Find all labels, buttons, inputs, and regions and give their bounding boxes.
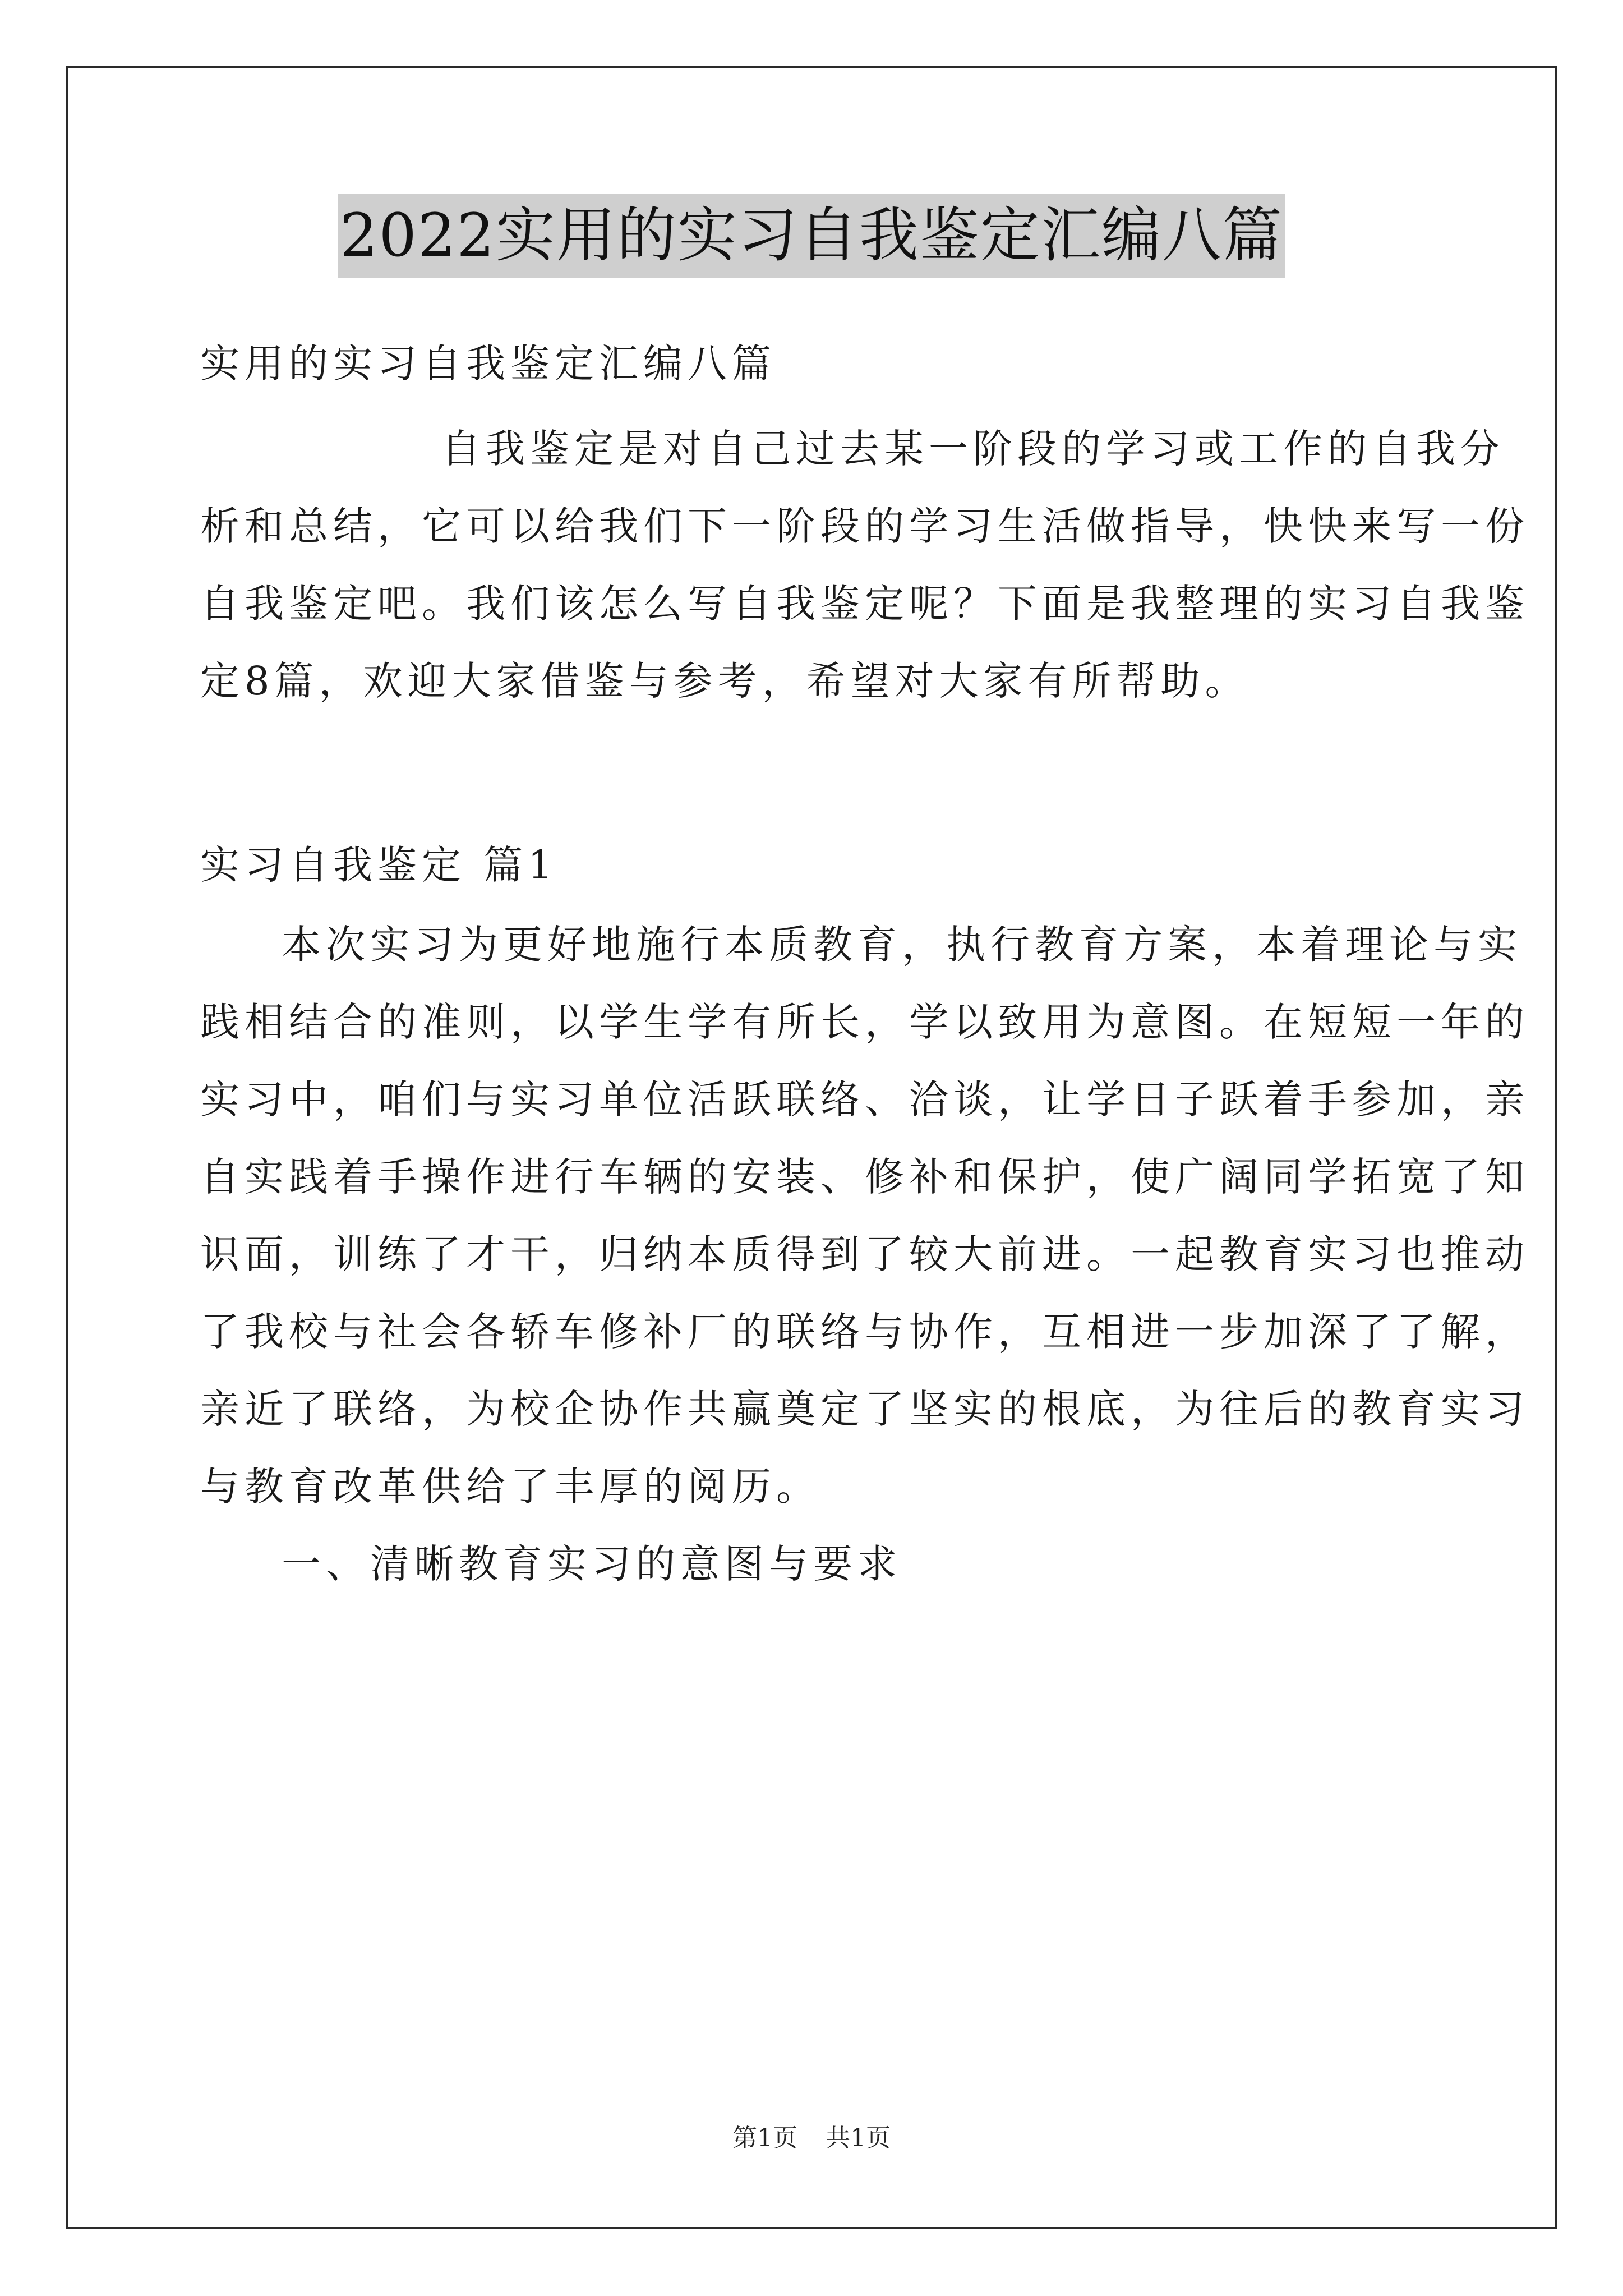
intro-line-2: 析和总结，它可以给我们下一阶段的学习生活做指导，快快来写一份 <box>200 503 1529 549</box>
body-line-8: 与教育改革供给了丰厚的阅历。 <box>200 1464 820 1510</box>
intro-line-1: 自我鉴定是对自己过去某一阶段的学习或工作的自我分 <box>441 426 1505 472</box>
body-line-4: 自实践着手操作进行车辆的安装、修补和保护，使广阔同学拓宽了知 <box>200 1154 1529 1200</box>
page-footer <box>0 2122 1623 2155</box>
body-line-2: 践相结合的准则，以学生学有所长，学以致用为意图。在短短一年的 <box>200 999 1529 1045</box>
intro-line-4: 定8篇，欢迎大家借鉴与参考，希望对大家有所帮助。 <box>200 658 1249 704</box>
body-line-3: 实习中，咱们与实习单位活跃联络、洽谈，让学日子跃着手参加，亲 <box>200 1076 1529 1122</box>
page-number-total: 共1页 <box>826 2124 891 2152</box>
title-area <box>0 194 1623 278</box>
body-line-5: 识面，训练了才干，归纳本质得到了较大前进。一起教育实习也推动 <box>200 1231 1529 1277</box>
document-body <box>200 314 1529 1616</box>
intro-line-3: 自我鉴定吧。我们该怎么写自我鉴定呢？下面是我整理的实习自我鉴 <box>200 581 1529 627</box>
section-point-1: 一、清晰教育实习的意图与要求 <box>282 1541 902 1587</box>
section-heading: 实习自我鉴定 篇1 <box>200 842 558 888</box>
document-subtitle: 实用的实习自我鉴定汇编八篇 <box>200 341 776 386</box>
body-line-6: 了我校与社会各轿车修补厂的联络与协作，互相进一步加深了了解， <box>200 1309 1529 1355</box>
document-title: 2022实用的实习自我鉴定汇编八篇 <box>338 194 1285 278</box>
body-line-7: 亲近了联络，为校企协作共赢奠定了坚实的根底，为往后的教育实习 <box>200 1386 1529 1432</box>
body-line-1: 本次实习为更好地施行本质教育，执行教育方案，本着理论与实 <box>282 922 1522 968</box>
page-number-current: 第1页 <box>732 2124 797 2152</box>
